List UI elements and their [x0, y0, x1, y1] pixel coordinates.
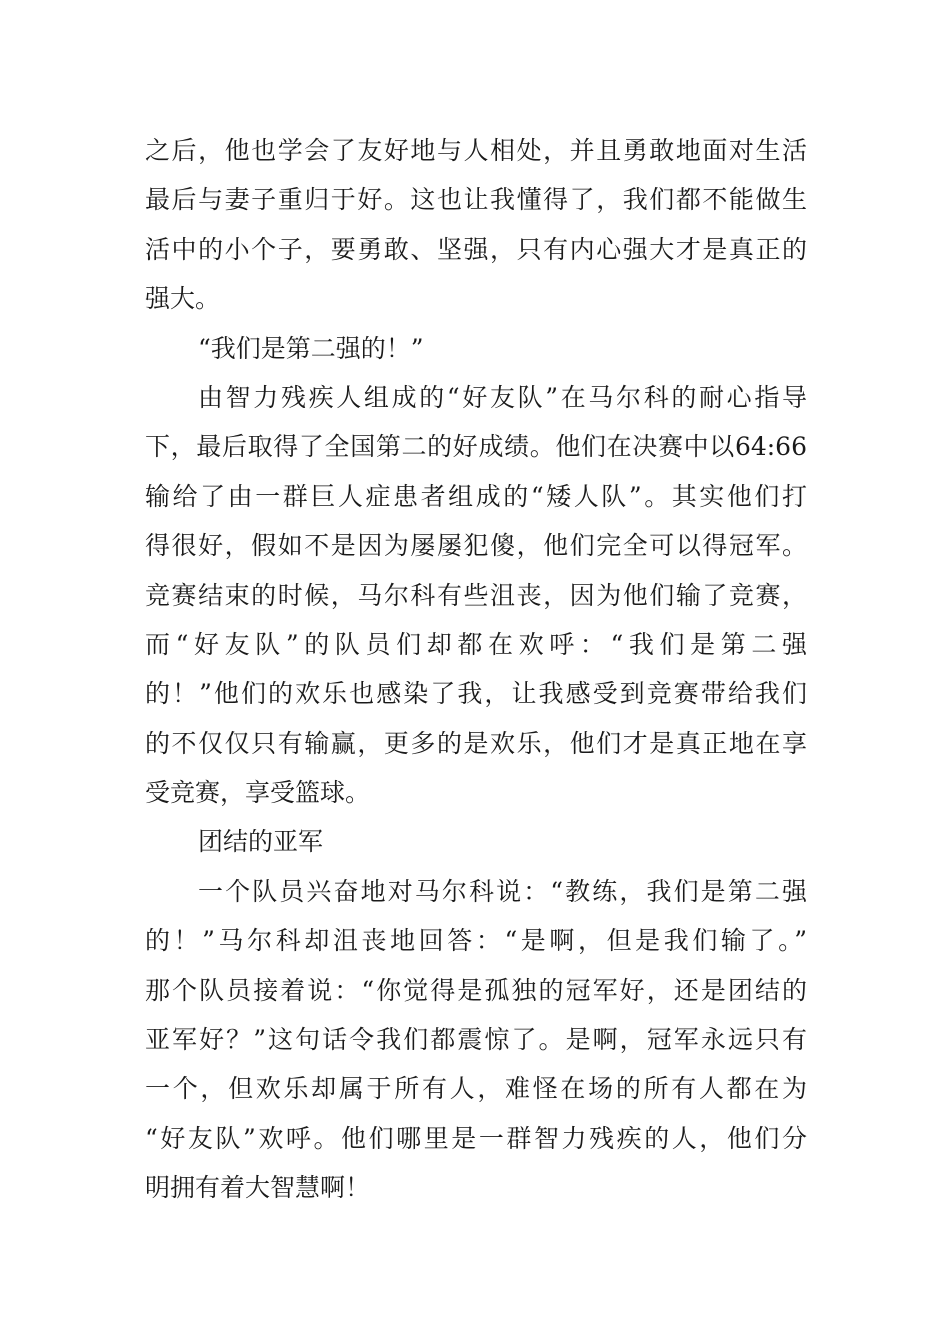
text-line: 一个队员兴奋地对马尔科说：“教练，我们是第二强: [198, 876, 807, 906]
text-line: 强大。: [145, 284, 221, 314]
text-line: 竞赛结束的时候，马尔科有些沮丧，因为他们输了竞赛，: [145, 580, 807, 610]
text-line: 的不仅仅只有输赢，更多的是欢乐，他们才是真正地在享: [145, 728, 807, 758]
text-line: 最后与妻子重归于好。这也让我懂得了，我们都不能做生: [145, 185, 807, 215]
text-line: 下，最后取得了全国第二的好成绩。他们在决赛中以64:66: [145, 432, 807, 462]
text-line: 受竞赛，享受篮球。: [145, 778, 371, 808]
text-line: 而“好友队”的队员们却都在欢呼：“我们是第二强: [145, 629, 807, 659]
text-line: 得很好，假如不是因为屡屡犯傻，他们完全可以得冠军。: [145, 531, 807, 561]
text-line: 由智力残疾人组成的“好友队”在马尔科的耐心指导: [198, 382, 807, 412]
text-line: 输给了由一群巨人症患者组成的“矮人队”。其实他们打: [145, 481, 807, 511]
text-line: 那个队员接着说：“你觉得是孤独的冠军好，还是团结的: [145, 975, 807, 1005]
section-heading: “我们是第二强的！”: [198, 333, 424, 363]
text-line: 一个，但欢乐却属于所有人，难怪在场的所有人都在为: [145, 1074, 807, 1104]
text-line: “好友队”欢呼。他们哪里是一群智力残疾的人，他们分: [145, 1123, 807, 1153]
text-line: 亚军好？”这句话令我们都震惊了。是啊，冠军永远只有: [145, 1025, 807, 1055]
document-body: [145, 126, 807, 1213]
text-line: 活中的小个子，要勇敢、坚强，只有内心强大才是真正的: [145, 234, 807, 264]
text-line: 之后，他也学会了友好地与人相处，并且勇敢地面对生活: [145, 136, 807, 165]
text-line: 的！”马尔科却沮丧地回答：“是啊，但是我们输了。”: [145, 926, 807, 956]
text-line: 明拥有着大智慧啊！: [145, 1173, 371, 1203]
section-heading: 团结的亚军: [198, 827, 324, 857]
text-line: 的！”他们的欢乐也感染了我，让我感受到竞赛带给我们: [145, 679, 807, 709]
